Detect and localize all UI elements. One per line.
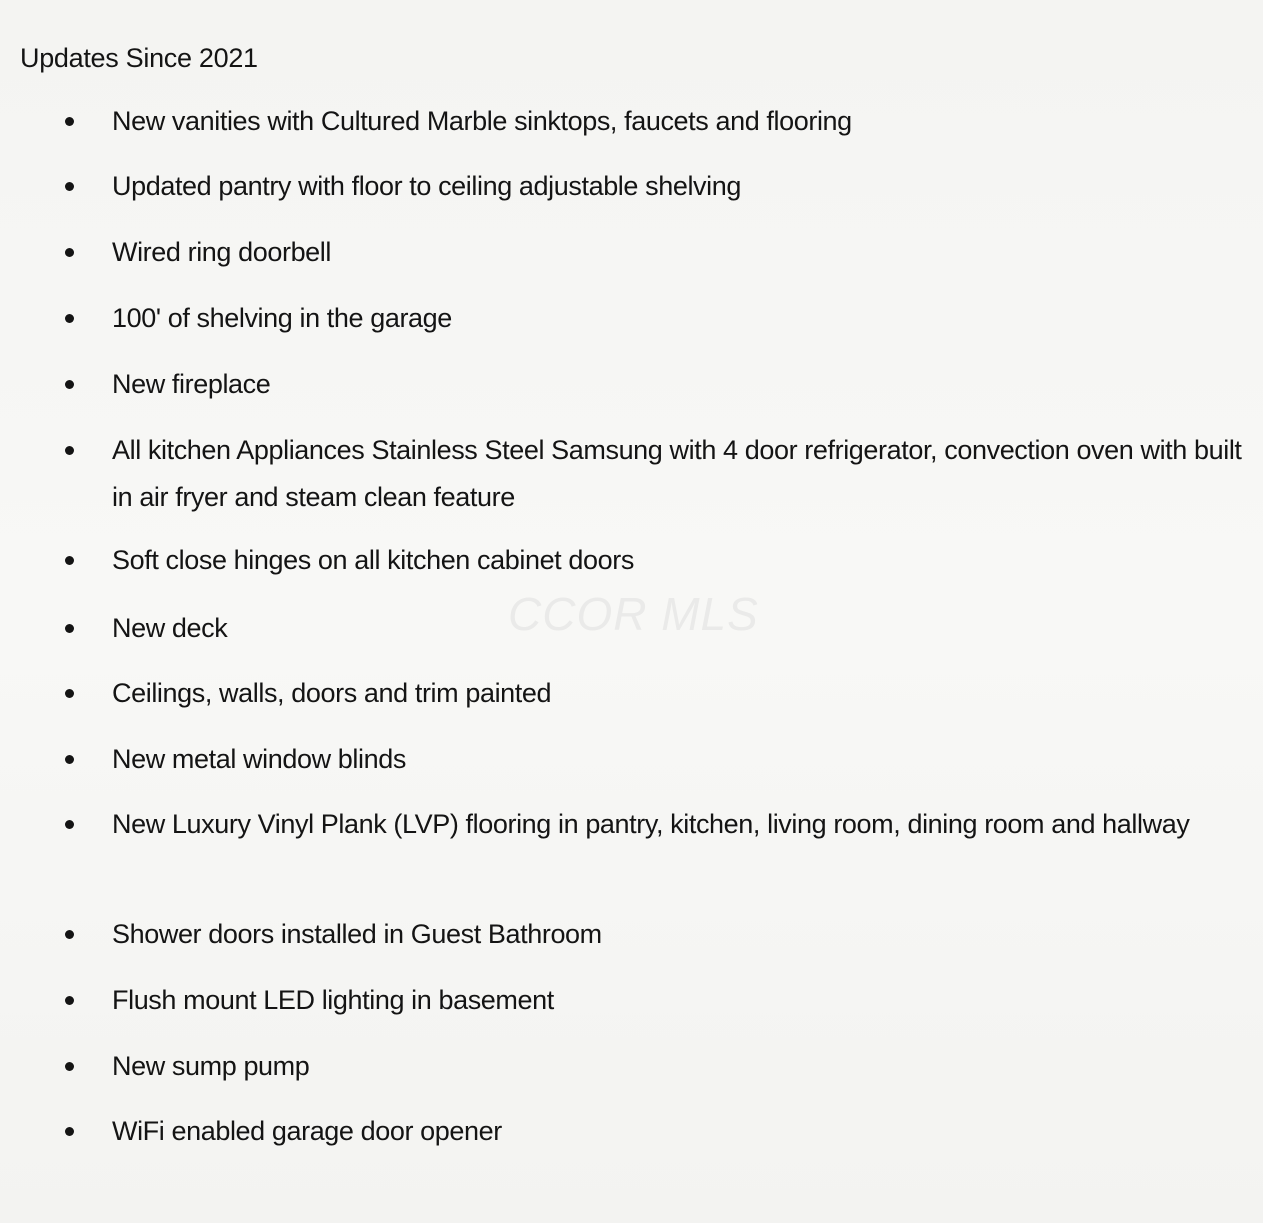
bullet-icon [65, 117, 74, 126]
list-item-text: New deck [112, 613, 228, 643]
bullet-icon [65, 996, 74, 1005]
document-title: Updates Since 2021 [20, 43, 258, 73]
list-item [112, 911, 1242, 958]
list-item [112, 670, 1242, 717]
list-item-text: New vanities with Cultured Marble sinktops, faucets and flooring [112, 106, 852, 136]
list-item [112, 229, 1242, 276]
list-item-text: Shower doors installed in Guest Bathroom [112, 919, 602, 949]
watermark: CCOR MLS [508, 588, 759, 640]
list-item-text: New metal window blinds [112, 744, 406, 774]
list-item [112, 977, 1242, 1024]
bullet-icon [65, 755, 74, 764]
list-item-text: Soft close hinges on all kitchen cabinet doors [112, 545, 634, 575]
list-item-text: 100' of shelving in the garage [112, 303, 452, 333]
bullet-icon [65, 820, 74, 829]
list-item [112, 427, 1242, 521]
list-item-text: Wired ring doorbell [112, 237, 331, 267]
bullet-icon [65, 556, 74, 565]
list-item-text: New fireplace [112, 369, 271, 399]
bullet-icon [65, 1127, 74, 1136]
list-item-text: New sump pump [112, 1051, 310, 1081]
list-item [112, 295, 1242, 342]
list-item-text: WiFi enabled garage door opener [112, 1116, 502, 1146]
bullet-icon [65, 314, 74, 323]
list-item [112, 1108, 1242, 1155]
bullet-icon [65, 930, 74, 939]
list-item-text: Flush mount LED lighting in basement [112, 985, 554, 1015]
list-item [112, 1043, 1242, 1090]
list-item-text: Ceilings, walls, doors and trim painted [112, 678, 552, 708]
bullet-icon [65, 689, 74, 698]
list-item [112, 163, 1242, 210]
list-item [112, 98, 1242, 145]
bullet-icon [65, 380, 74, 389]
list-item [112, 801, 1242, 848]
bullet-icon [65, 1062, 74, 1071]
list-item-text: New Luxury Vinyl Plank (LVP) flooring in pantry, kitchen, living room, dining room and hallway [112, 809, 1190, 839]
list-item [112, 736, 1242, 783]
bullet-icon [65, 248, 74, 257]
bullet-icon [65, 624, 74, 633]
bullet-icon [65, 446, 74, 455]
list-item-text: All kitchen Appliances Stainless Steel Samsung with 4 door refrigerator, convection oven with built in air fryer and steam clean feature [112, 435, 1242, 512]
list-item [112, 537, 1242, 584]
bullet-icon [65, 182, 74, 191]
list-item [112, 361, 1242, 408]
list-item-text: Updated pantry with floor to ceiling adjustable shelving [112, 171, 741, 201]
